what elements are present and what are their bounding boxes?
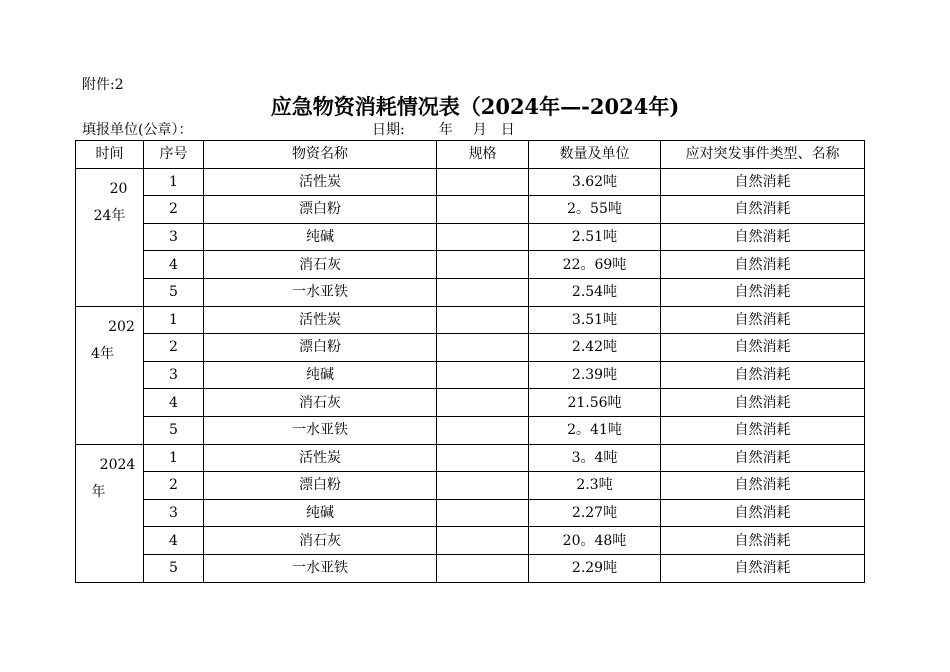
material-name-cell: 一水亚铁 — [204, 554, 437, 582]
column-header-no: 序号 — [144, 141, 204, 169]
date-label: 日期: — [372, 122, 405, 138]
row-number-cell: 1 — [144, 306, 204, 334]
quantity-cell: 3.51吨 — [529, 306, 661, 334]
time-cell-line1: 202 — [108, 318, 135, 335]
row-number-cell: 1 — [144, 444, 204, 472]
quantity-cell: 2.29吨 — [529, 554, 661, 582]
row-number-cell: 4 — [144, 389, 204, 417]
event-type-cell: 自然消耗 — [661, 444, 865, 472]
event-type-cell: 自然消耗 — [661, 306, 865, 334]
event-type-cell: 自然消耗 — [661, 168, 865, 196]
material-name-cell: 消石灰 — [204, 251, 437, 279]
table-row — [76, 223, 865, 251]
quantity-cell: 2。41吨 — [529, 416, 661, 444]
time-cell-line1: 20 — [109, 180, 128, 197]
attachment-label: 附件:2 — [82, 77, 124, 93]
event-type-cell: 自然消耗 — [661, 223, 865, 251]
event-type-cell: 自然消耗 — [661, 389, 865, 417]
table-row — [76, 389, 865, 417]
reporting-unit-label: 填报单位(公章）： — [82, 122, 193, 138]
quantity-cell: 21.56吨 — [529, 389, 661, 417]
material-name-cell: 消石灰 — [204, 389, 437, 417]
table-row — [76, 416, 865, 444]
row-number-cell: 4 — [144, 251, 204, 279]
event-type-cell: 自然消耗 — [661, 499, 865, 527]
row-number-cell: 5 — [144, 278, 204, 306]
time-cell — [76, 306, 144, 444]
quantity-cell: 3。4吨 — [529, 444, 661, 472]
spec-cell — [437, 306, 529, 334]
quantity-cell: 22。69吨 — [529, 251, 661, 279]
quantity-cell: 2.42吨 — [529, 334, 661, 362]
material-name-cell: 活性炭 — [204, 444, 437, 472]
material-name-cell: 活性炭 — [204, 306, 437, 334]
spec-cell — [437, 168, 529, 196]
quantity-cell: 3.62吨 — [529, 168, 661, 196]
spec-cell — [437, 361, 529, 389]
material-name-cell: 漂白粉 — [204, 472, 437, 500]
material-name-cell: 纯碱 — [204, 361, 437, 389]
column-header-name: 物资名称 — [204, 141, 437, 169]
row-number-cell: 2 — [144, 196, 204, 224]
event-type-cell: 自然消耗 — [661, 472, 865, 500]
quantity-cell: 2。55吨 — [529, 196, 661, 224]
row-number-cell: 3 — [144, 361, 204, 389]
material-name-cell: 一水亚铁 — [204, 416, 437, 444]
table-row — [76, 361, 865, 389]
spec-cell — [437, 223, 529, 251]
material-name-cell: 消石灰 — [204, 527, 437, 555]
row-number-cell: 5 — [144, 416, 204, 444]
spec-cell — [437, 499, 529, 527]
column-header-time: 时间 — [76, 141, 144, 169]
spec-cell — [437, 554, 529, 582]
event-type-cell: 自然消耗 — [661, 416, 865, 444]
event-type-cell: 自然消耗 — [661, 361, 865, 389]
material-name-cell: 漂白粉 — [204, 196, 437, 224]
table-row — [76, 168, 865, 196]
event-type-cell: 自然消耗 — [661, 554, 865, 582]
row-number-cell: 2 — [144, 472, 204, 500]
quantity-cell: 2.3吨 — [529, 472, 661, 500]
quantity-cell: 2.54吨 — [529, 278, 661, 306]
row-number-cell: 3 — [144, 499, 204, 527]
material-name-cell: 活性炭 — [204, 168, 437, 196]
event-type-cell: 自然消耗 — [661, 278, 865, 306]
event-type-cell: 自然消耗 — [661, 527, 865, 555]
consumption-table — [75, 140, 865, 583]
table-row — [76, 196, 865, 224]
material-name-cell: 纯碱 — [204, 499, 437, 527]
row-number-cell: 3 — [144, 223, 204, 251]
table-body — [76, 141, 865, 583]
quantity-cell: 2.51吨 — [529, 223, 661, 251]
table-row — [76, 306, 865, 334]
spec-cell — [437, 334, 529, 362]
column-header-quantity: 数量及单位 — [529, 141, 661, 169]
table-row — [76, 251, 865, 279]
spec-cell — [437, 278, 529, 306]
document-title: 应急物资消耗情况表（2024年—-2024年) — [270, 94, 680, 119]
table-row — [76, 527, 865, 555]
row-number-cell: 4 — [144, 527, 204, 555]
time-cell — [76, 168, 144, 306]
spec-cell — [437, 527, 529, 555]
table-row — [76, 554, 865, 582]
date-day-label: 日 — [500, 122, 515, 138]
material-name-cell: 漂白粉 — [204, 334, 437, 362]
event-type-cell: 自然消耗 — [661, 334, 865, 362]
quantity-cell: 20。48吨 — [529, 527, 661, 555]
spec-cell — [437, 251, 529, 279]
event-type-cell: 自然消耗 — [661, 196, 865, 224]
time-cell — [76, 444, 144, 582]
date-year-label: 年 — [438, 122, 453, 138]
spec-cell — [437, 196, 529, 224]
time-cell-line2: 年 — [91, 483, 106, 500]
table-row — [76, 334, 865, 362]
table-header-row — [76, 141, 865, 169]
spec-cell — [437, 389, 529, 417]
date-month-label: 月 — [472, 122, 487, 138]
time-cell-line2: 24年 — [93, 207, 126, 224]
row-number-cell: 5 — [144, 554, 204, 582]
date-line — [372, 121, 515, 139]
spec-cell — [437, 416, 529, 444]
spec-cell — [437, 444, 529, 472]
table-row — [76, 499, 865, 527]
quantity-cell: 2.27吨 — [529, 499, 661, 527]
time-cell-line2: 4年 — [91, 345, 114, 362]
column-header-event-type: 应对突发事件类型、名称 — [661, 141, 865, 169]
row-number-cell: 2 — [144, 334, 204, 362]
column-header-spec: 规格 — [437, 141, 529, 169]
event-type-cell: 自然消耗 — [661, 251, 865, 279]
table-row — [76, 278, 865, 306]
material-name-cell: 一水亚铁 — [204, 278, 437, 306]
table-row — [76, 444, 865, 472]
spec-cell — [437, 472, 529, 500]
time-cell-line1: 2024 — [99, 456, 136, 473]
quantity-cell: 2.39吨 — [529, 361, 661, 389]
table-row — [76, 472, 865, 500]
row-number-cell: 1 — [144, 168, 204, 196]
material-name-cell: 纯碱 — [204, 223, 437, 251]
